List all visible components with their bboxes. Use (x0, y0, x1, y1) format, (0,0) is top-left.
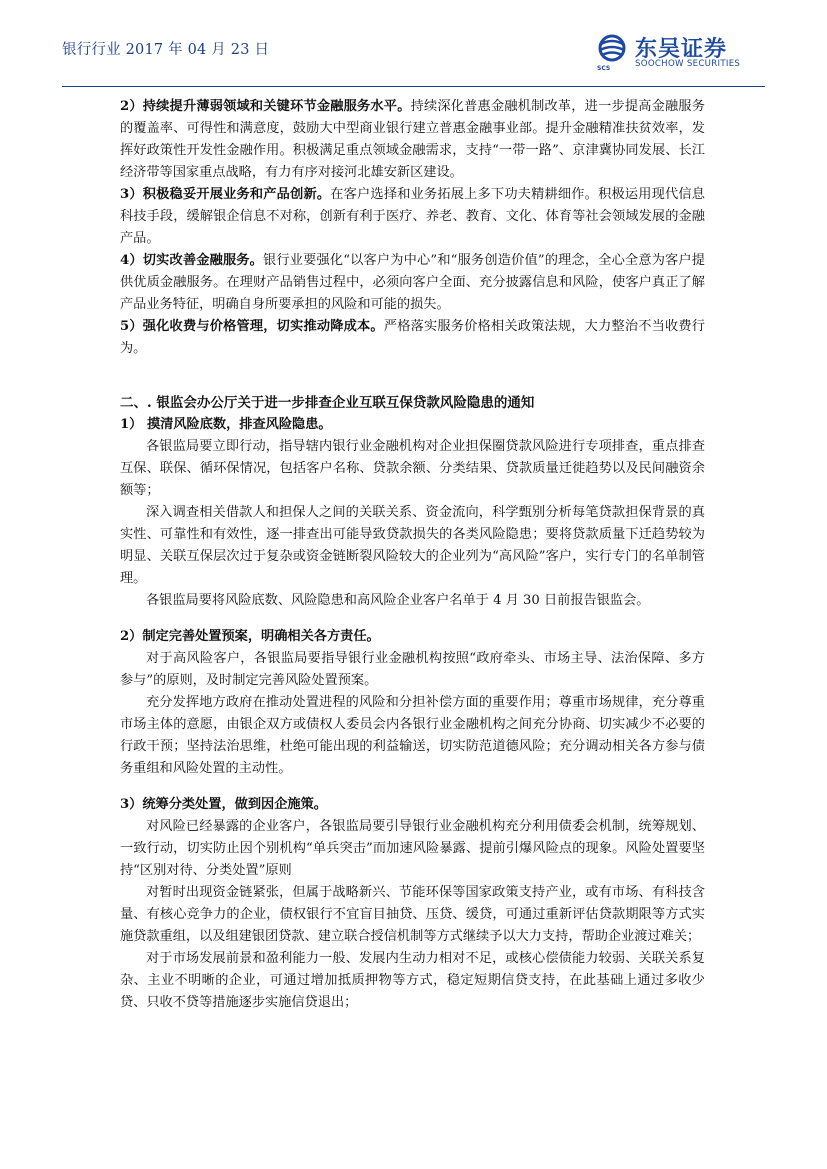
section1-item-3 (120, 184, 705, 250)
page-header (62, 30, 765, 88)
section2-para-1-1: 各银监局要立即行动，指导辖内银行业金融机构对企业担保圈贷款风险进行专项排查，重点排查互保、联保、循环保情况，包括客户名称、贷款余额、分类结果、贷款质量迁徙趋势以及民间融资余额等； (120, 439, 705, 498)
section2-para-1-2: 深入调查相关借款人和担保人之间的关联关系、资金流向，科学甄别分析每笔贷款担保背景的真实性、可靠性和有效性，逐一排查出可能导致贷款损失的各类风险隐患；要将贷款质量下迁趋势较为明显、关联互保层次过于复杂或资金链断裂风险较大的企业列为“高风险”客户，实行专门的名单制管理。 (120, 505, 705, 586)
section1-item-4-text: 银行业要强化“以客户为中心”和“服务创造价值”的理念，全心全意为客户提供优质金融服务。在理财产品销售过程中，必须向客户全面、充分披露信息和风险，使客户真正了解产品业务特征，明确自身所要承担的风险和可能的损失。 (120, 253, 705, 312)
section1-item-3-lead: 3）积极稳妥开展业务和产品创新。 (120, 187, 331, 202)
section1-item-5 (120, 316, 705, 360)
section2-para-2-1: 对于高风险客户，各银监局要指导银行业金融机构按照“政府牵头、市场主导、法治保障、多方参与”的原则，及时制定完善风险处置预案。 (120, 651, 705, 688)
section1-item-4-lead: 4）切实改善金融服务。 (120, 253, 264, 268)
section1-item-5-text: 严格落实服务价格相关政策法规，大力整治不当收费行为。 (120, 319, 705, 356)
logo-chinese-name: 东吴证券 (635, 37, 728, 62)
section2-para-3-2: 对暂时出现资金链紧张，但属于战略新兴、节能环保等国家政策支持产业，或有市场、有科技含量、有核心竞争力的企业，债权银行不宜盲目抽贷、压贷、缓贷，可通过重新评估贷款期限等方式实施贷款重组，以及组建银团贷款、建立联合授信机制等方式继续予以大力支持，帮助企业渡过难关； (120, 885, 705, 944)
company-logo (595, 34, 765, 74)
report-label: 银行行业 2017 年 04 月 23 日 (62, 42, 270, 58)
header-divider (62, 86, 765, 87)
logo-english-name: SOOCHOW SECURITIES (635, 59, 741, 69)
section1-item-3-text: 在客户选择和业务拓展上多下功夫精耕细作。积极运用现代信息科技手段，缓解银企信息不对称，创新有利于医疗、养老、教育、文化、体育等社会领域发展的金融产品。 (120, 187, 705, 246)
section2-para-3-1: 对风险已经暴露的企业客户，各银监局要引导银行业金融机构充分利用债委会机制，统筹规划、一致行动，切实防止因个别机构“单兵突击”而加速风险暴露、提前引爆风险点的现象。风险处置要坚持“区别对待、分类处置”原则 (120, 819, 705, 878)
section2-heading-3: 3）统筹分类处置，做到因企施策。 (120, 797, 327, 812)
soochow-logo-icon (595, 34, 629, 68)
section2-para-2-2: 充分发挥地方政府在推动处置进程的风险和分担补偿方面的重要作用；尊重市场规律，充分尊重市场主体的意愿，由银企双方或债权人委员会内各银行业金融机构之间充分协商、切实减少不必要的行政干预；坚持法治思维，杜绝可能出现的利益输送，切实防范道德风险；充分调动相关各方参与债务重组和风险处置的主动性。 (120, 695, 705, 776)
section1-item-2 (120, 96, 705, 184)
section1-item-4 (120, 250, 705, 316)
section2-heading-2: 2）制定完善处置预案，明确相关各方责任。 (120, 629, 380, 644)
section1-item-2-text: 持续深化普惠金融机制改革，进一步提高金融服务的覆盖率、可得性和满意度，鼓励大中型商业银行建立普惠金融事业部。提升金融精准扶贫效率，发挥好政策性开发性金融作用。积极满足重点领域金融需求，支持“一带一路”、京津冀协同发展、长江经济带等国家重点战略，有力有序对接河北雄安新区建设。 (120, 99, 705, 180)
document-body (120, 96, 705, 1014)
section1-item-2-lead: 2）持续提升薄弱领域和关键环节金融服务水平。 (120, 99, 411, 114)
section2-heading-1: 1） 摸清风险底数，排查风险隐患。 (120, 417, 332, 432)
logo-abbr: SCS (597, 65, 611, 72)
section2-para-3-3: 对于市场发展前景和盈利能力一般、发展内生动力相对不足，或核心偿债能力较弱、关联关系复杂、主业不明晰的企业，可通过增加抵质押物等方式，稳定短期信贷支持，在此基础上通过多收少贷、只收不贷等措施逐步实施信贷退出； (120, 951, 705, 1010)
section2-title: 二、. 银监会办公厅关于进一步排查企业互联互保贷款风险隐患的通知 (120, 395, 535, 411)
section2-para-1-3: 各银监局要将风险底数、风险隐患和高风险企业客户名单于 4 月 30 日前报告银监会。 (146, 593, 650, 608)
section1-item-5-lead: 5）强化收费与价格管理，切实推动降成本。 (120, 319, 384, 334)
